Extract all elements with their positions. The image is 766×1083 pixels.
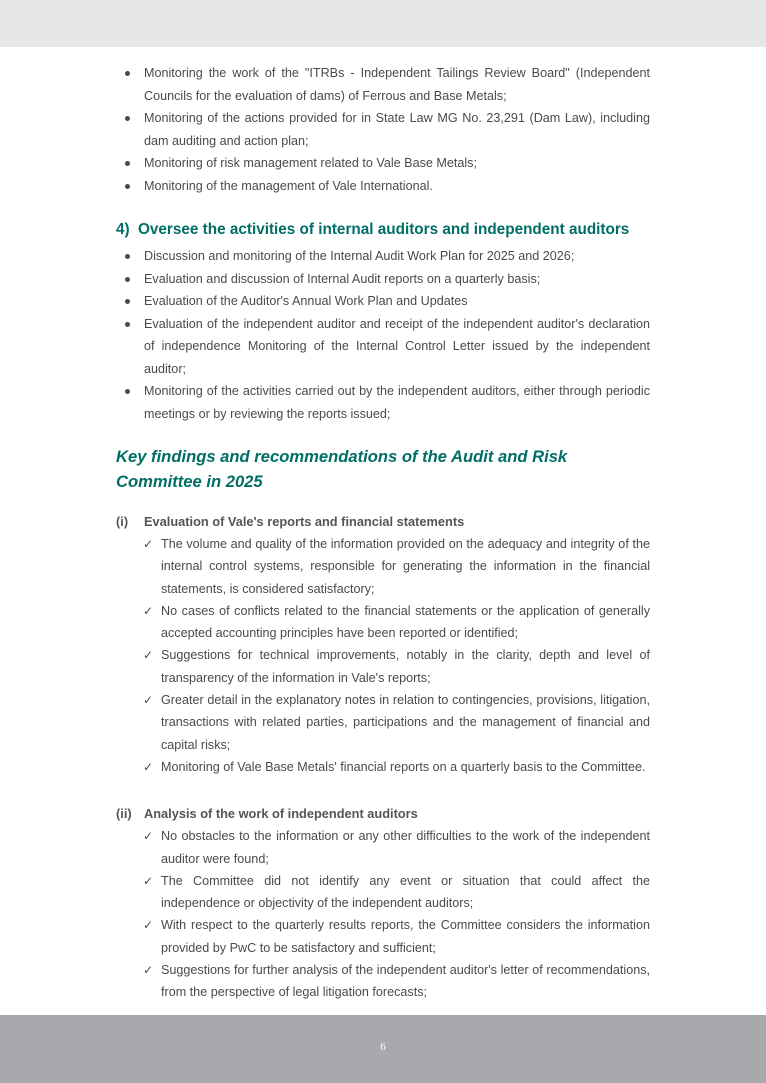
check-item-text: The Committee did not identify any event or situation that could affect the independence or objectivity of the independent auditors; <box>161 873 650 911</box>
checkmark-icon: ✓ <box>143 537 154 551</box>
check-item-text: The volume and quality of the information provided on the adequacy and integrity of the internal control systems, responsible for generating the information in the financial statements, is considered satisfactory; <box>161 537 650 596</box>
checkmark-icon: ✓ <box>143 693 154 708</box>
checkmark-icon: ✓ <box>143 759 154 774</box>
list-item: Evaluation of the independent auditor and receipt of the independent auditor's declaration of independence Monitoring of the Internal Control Letter issued by the independent auditor; <box>0 313 766 381</box>
check-item <box>0 870 766 915</box>
checklist <box>0 533 766 778</box>
checkmark-icon: ✓ <box>143 603 154 618</box>
subsection-auditors <box>0 804 766 1003</box>
section-4-heading <box>0 219 766 241</box>
section-number: 4) <box>116 221 130 238</box>
check-item-text: No cases of conflicts related to the financial statements or the application of generally accepted accounting principles have been reported or identified; <box>161 603 650 641</box>
check-item <box>0 959 766 1004</box>
page-content <box>0 62 766 1004</box>
subsection-numeral: (ii) <box>116 806 132 822</box>
list-item: Monitoring the work of the "ITRBs - Independent Tailings Review Board" (Independent Councils for the evaluation of dams) of Ferrous and Base Metals; <box>0 62 766 107</box>
check-item <box>0 644 766 689</box>
list-item: Monitoring of the actions provided for in State Law MG No. 23,291 (Dam Law), including dam auditing and action plan; <box>0 107 766 152</box>
check-item-text: Monitoring of Vale Base Metals' financial reports on a quarterly basis to the Committee. <box>161 759 646 774</box>
page-number: 6 <box>380 1041 386 1053</box>
section-title: Oversee the activities of internal auditors and independent auditors <box>138 221 630 238</box>
check-item <box>0 914 766 959</box>
check-item <box>0 533 766 600</box>
subsection-numeral: (i) <box>116 514 129 529</box>
list-item: Monitoring of risk management related to Vale Base Metals; <box>0 152 766 175</box>
checkmark-icon: ✓ <box>143 918 154 933</box>
check-item-text: With respect to the quarterly results reports, the Committee considers the information provided by PwC to be satisfactory and sufficient; <box>161 918 650 955</box>
list-item: Discussion and monitoring of the Internal Audit Work Plan for 2025 and 2026; <box>0 245 766 268</box>
check-item <box>0 600 766 645</box>
subsection-label: Evaluation of Vale's reports and financial statements <box>144 514 465 529</box>
checkmark-icon: ✓ <box>143 963 154 978</box>
checkmark-icon: ✓ <box>143 873 154 888</box>
checkmark-icon: ✓ <box>143 829 154 844</box>
list-item: Evaluation of the Auditor's Annual Work Plan and Updates <box>0 290 766 313</box>
check-item-text: Suggestions for technical improvements, notably in the clarity, depth and level of transparency of the information in Vale's reports; <box>161 648 650 685</box>
subsection-reports <box>0 512 766 778</box>
list-item: Monitoring of the activities carried out by the independent auditors, either through periodic meetings or by reviewing the reports issued; <box>0 380 766 425</box>
subsection-heading <box>0 512 766 532</box>
checkmark-icon: ✓ <box>143 648 154 663</box>
check-item-text: No obstacles to the information or any other difficulties to the work of the independent auditor were found; <box>161 829 650 866</box>
check-item <box>0 825 766 870</box>
check-item-text: Suggestions for further analysis of the independent auditor's letter of recommendations, from the perspective of legal litigation forecasts; <box>161 963 650 1000</box>
monitoring-bullet-list <box>0 62 766 197</box>
checklist <box>0 825 766 1003</box>
subsection-heading <box>0 804 766 824</box>
list-item: Evaluation and discussion of Internal Audit reports on a quarterly basis; <box>0 268 766 291</box>
findings-title: Key findings and recommendations of the Audit and Risk Committee in 2025 <box>116 447 568 491</box>
check-item <box>0 756 766 778</box>
list-item: Monitoring of the management of Vale International. <box>0 175 766 198</box>
header-band <box>0 0 766 47</box>
subsection-label: Analysis of the work of independent auditors <box>144 806 418 822</box>
audit-bullet-list <box>0 245 766 425</box>
check-item-text: Greater detail in the explanatory notes in relation to contingencies, provisions, litigation, transactions with related parties, participations and the management of financial and capital risks; <box>161 693 650 752</box>
check-item <box>0 689 766 756</box>
